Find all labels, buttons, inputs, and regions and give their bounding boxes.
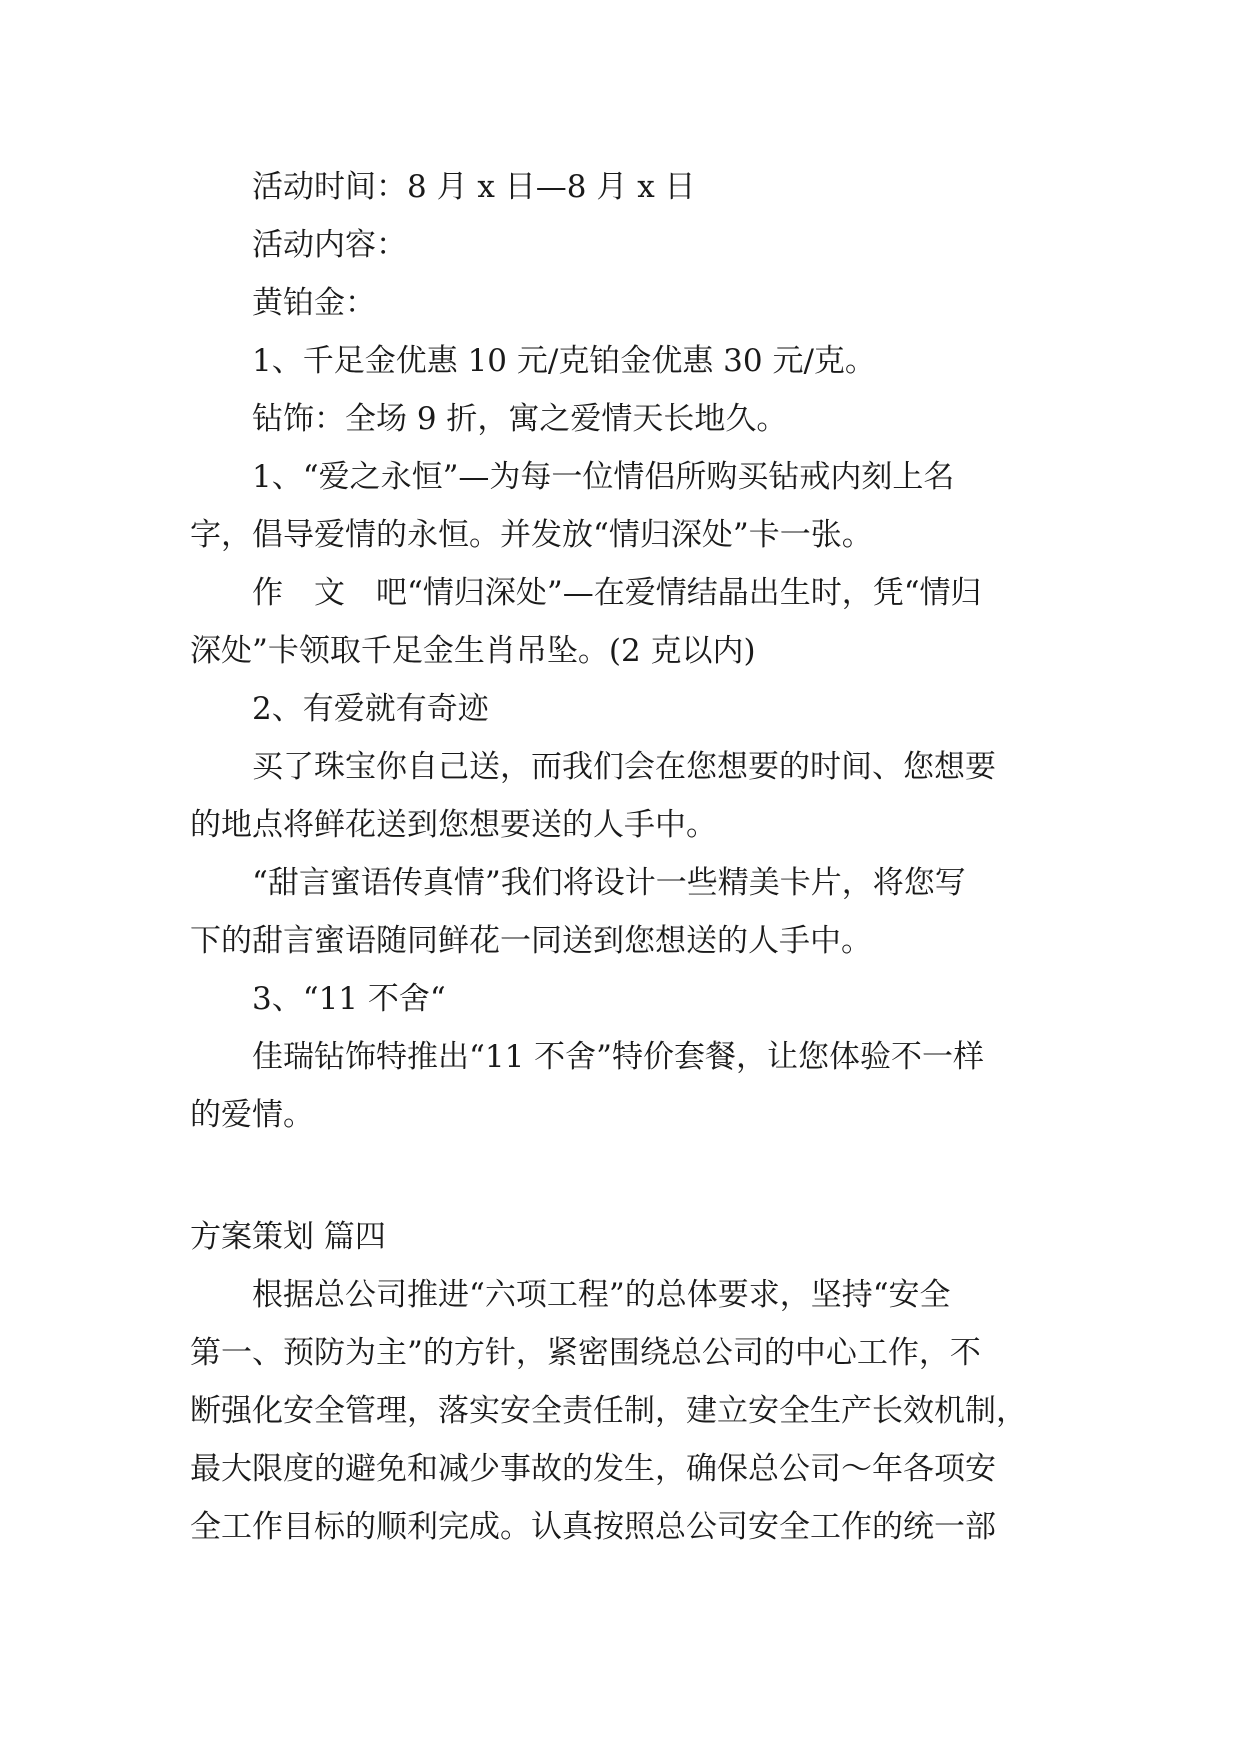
text-line: 3、“11 不舍“ [252, 981, 446, 1017]
section-title: 方案策划 篇四 [190, 1219, 386, 1255]
text-line: 作 文 吧“情归深处”—在爱情结晶出生时，凭“情归 [252, 575, 982, 611]
text-line: 深处”卡领取千足金生肖吊坠。(2 克以内) [190, 633, 756, 669]
text-line: 下的甜言蜜语随同鲜花一同送到您想送的人手中。 [190, 923, 872, 959]
text-line: 2、有爱就有奇迹 [252, 691, 489, 727]
document-body [190, 158, 1052, 1556]
text-line: 的爱情。 [190, 1097, 314, 1133]
text-line: 最大限度的避免和减少事故的发生，确保总公司～年各项安 [190, 1451, 996, 1487]
text-line: 钻饰：全场 9 折，寓之爱情天长地久。 [252, 401, 788, 437]
text-line: 断强化安全管理，落实安全责任制，建立安全生产长效机制， [190, 1393, 1027, 1429]
text-line: 全工作目标的顺利完成。认真按照总公司安全工作的统一部 [190, 1509, 996, 1545]
text-line: “甜言蜜语传真情”我们将设计一些精美卡片，将您写 [252, 865, 966, 901]
text-line: 买了珠宝你自己送，而我们会在您想要的时间、您想要 [252, 749, 996, 785]
text-line: 佳瑞钻饰特推出“11 不舍”特价套餐，让您体验不一样 [252, 1039, 984, 1075]
section-spacer [190, 1144, 1052, 1202]
text-line: 字，倡导爱情的永恒。并发放“情归深处”卡一张。 [190, 517, 873, 553]
text-line: 1、“爱之永恒”—为每一位情侣所购买钻戒内刻上名 [252, 459, 955, 495]
text-line: 黄铂金： [252, 285, 376, 321]
text-line: 第一、预防为主”的方针，紧密围绕总公司的中心工作，不 [190, 1335, 981, 1371]
text-line: 1、千足金优惠 10 元/克铂金优惠 30 元/克。 [252, 343, 876, 379]
text-line: 活动内容： [252, 227, 407, 263]
text-line: 的地点将鲜花送到您想要送的人手中。 [190, 807, 717, 843]
text-line: 根据总公司推进“六项工程”的总体要求，坚持“安全 [252, 1277, 951, 1313]
text-line: 活动时间：8 月 x 日—8 月 x 日 [252, 169, 696, 205]
